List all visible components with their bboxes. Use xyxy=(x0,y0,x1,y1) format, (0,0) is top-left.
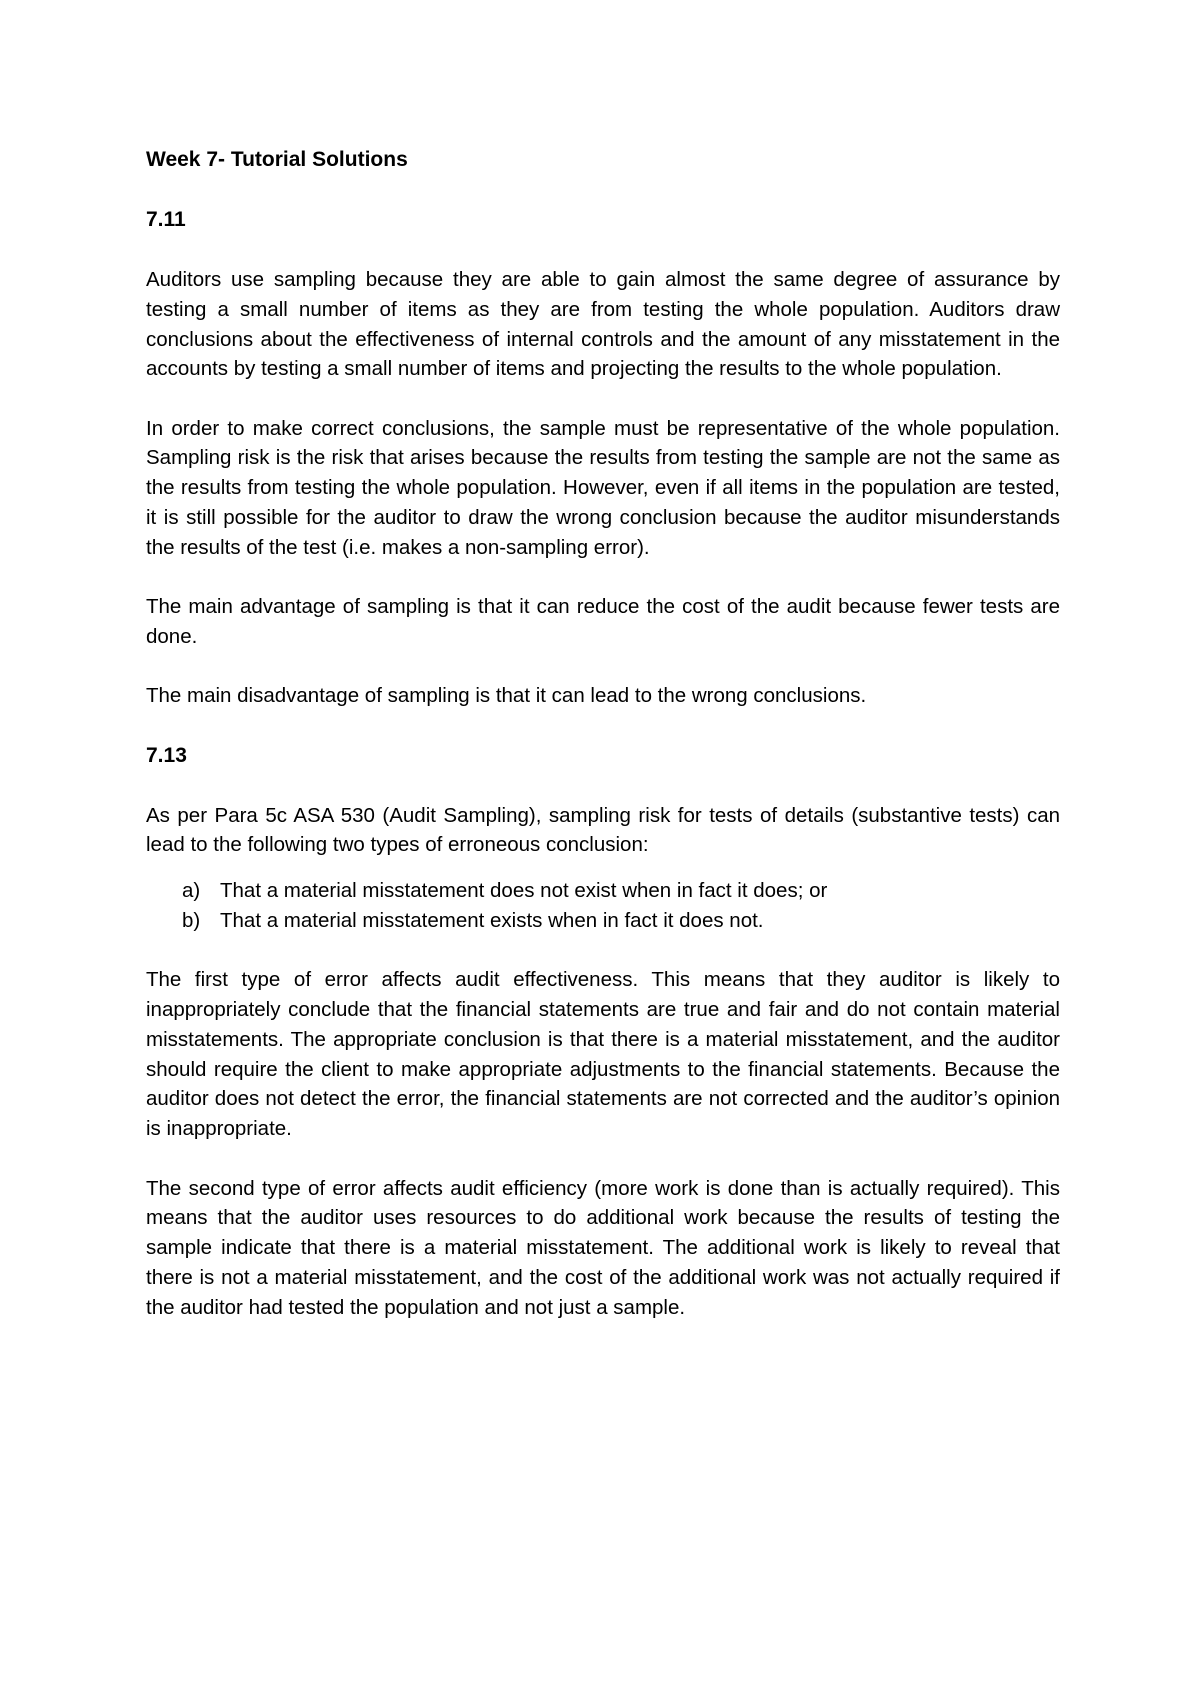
q711-paragraph-3: The main advantage of sampling is that it can reduce the cost of the audit because fewer tests are done. xyxy=(146,595,1060,648)
question-number-7-13: 7.13 xyxy=(146,743,187,767)
document-body xyxy=(146,145,1060,1352)
list-item-text: That a material misstatement exists when in fact it does not. xyxy=(220,908,764,932)
list-marker: b) xyxy=(182,908,201,932)
q711-paragraph-2: In order to make correct conclusions, the sample must be representative of the whole population. Sampling risk is the risk that arises because the results from testing the sample are not the same as the results from testing the whole population. However, even if all items in the population are tested, it is still possible for the auditor to draw the wrong conclusion because the auditor misunderstands the results of the test (i.e. makes a non-sampling error). xyxy=(146,416,1060,559)
question-number-7-11: 7.11 xyxy=(146,208,186,231)
q713-paragraph-2: The second type of error affects audit efficiency (more work is done than is actually required). This means that the auditor uses resources to do additional work because the results of testing the sample indicate that there is a material misstatement. The additional work is likely to reveal that there is not a material misstatement, and the cost of the additional work was not actually required if the auditor had tested the population and not just a sample. xyxy=(146,1176,1060,1319)
q711-paragraph-1: Auditors use sampling because they are able to gain almost the same degree of assurance by testing a small number of items as they are from testing the whole population. Auditors draw conclusions about the effectiveness of internal controls and the amount of any misstatement in the accounts by testing a small number of items and projecting the results to the whole population. xyxy=(146,268,1060,381)
list-item xyxy=(146,906,1060,936)
q713-intro: As per Para 5c ASA 530 (Audit Sampling), sampling risk for tests of details (substantive tests) can lead to the following two types of erroneous conclusion: xyxy=(146,803,1060,857)
erroneous-conclusion-list xyxy=(146,876,1060,936)
document-title: Week 7- Tutorial Solutions xyxy=(146,148,408,171)
list-item-text: That a material misstatement does not exist when in fact it does; or xyxy=(220,879,828,903)
q713-paragraph-1: The first type of error affects audit effectiveness. This means that they auditor is likely to inappropriately conclude that the financial statements are true and fair and do not contain material misstatements. The appropriate conclusion is that there is a material misstatement, and the auditor should require the client to make appropriate adjustments to the financial statements. Because the auditor does not detect the error, the financial statements are not corrected and the auditor’s opinion is inappropriate. xyxy=(146,968,1060,1141)
list-item xyxy=(146,876,1060,906)
list-marker: a) xyxy=(182,879,201,903)
q711-paragraph-4: The main disadvantage of sampling is that it can lead to the wrong conclusions. xyxy=(146,684,867,708)
